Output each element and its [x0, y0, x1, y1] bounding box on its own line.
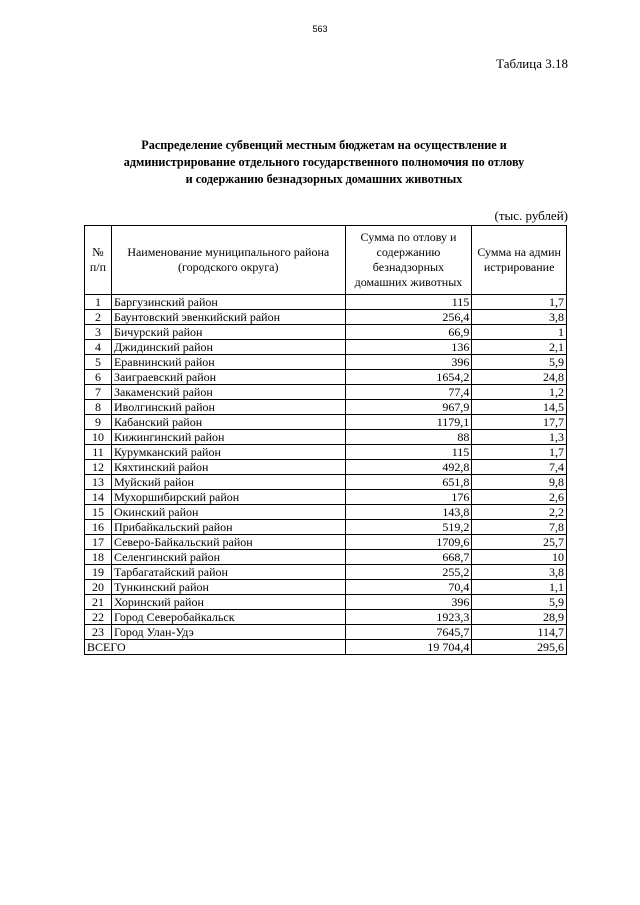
capture-amount-cell: 143,8	[345, 505, 472, 520]
subsidy-table	[84, 225, 567, 655]
table-row	[85, 385, 567, 400]
row-number-cell: 8	[85, 400, 112, 415]
title-line: администрирование отдельного государственного полномочия по отлову	[123, 155, 525, 169]
capture-amount-cell: 115	[345, 445, 472, 460]
header-capture: Сумма по отлову и содержанию безнадзорных домашних животных	[345, 226, 472, 295]
table-row	[85, 625, 567, 640]
admin-amount-cell: 114,7	[472, 625, 567, 640]
row-number-cell: 16	[85, 520, 112, 535]
table-row	[85, 565, 567, 580]
admin-amount-cell: 5,9	[472, 595, 567, 610]
table-row	[85, 475, 567, 490]
admin-amount-cell: 1	[472, 325, 567, 340]
capture-amount-cell: 70,4	[345, 580, 472, 595]
capture-amount-cell: 255,2	[345, 565, 472, 580]
admin-amount-cell: 14,5	[472, 400, 567, 415]
admin-amount-cell: 1,3	[472, 430, 567, 445]
table-row	[85, 505, 567, 520]
capture-amount-cell: 1179,1	[345, 415, 472, 430]
header-admin: Сумма на администрирование	[472, 226, 567, 295]
document-title	[80, 137, 568, 188]
total-admin: 295,6	[472, 640, 567, 655]
capture-amount-cell: 77,4	[345, 385, 472, 400]
page-number: 563	[312, 24, 328, 34]
table-row	[85, 580, 567, 595]
row-number-cell: 20	[85, 580, 112, 595]
row-number-cell: 9	[85, 415, 112, 430]
row-number-cell: 19	[85, 565, 112, 580]
table-row	[85, 460, 567, 475]
capture-amount-cell: 256,4	[345, 310, 472, 325]
table-row	[85, 610, 567, 625]
admin-amount-cell: 5,9	[472, 355, 567, 370]
district-name-cell: Окинский район	[111, 505, 345, 520]
capture-amount-cell: 7645,7	[345, 625, 472, 640]
capture-amount-cell: 651,8	[345, 475, 472, 490]
district-name-cell: Бичурский район	[111, 325, 345, 340]
admin-amount-cell: 7,8	[472, 520, 567, 535]
row-number-cell: 1	[85, 295, 112, 310]
row-number-cell: 4	[85, 340, 112, 355]
table-row	[85, 445, 567, 460]
row-number-cell: 21	[85, 595, 112, 610]
district-name-cell: Иволгинский район	[111, 400, 345, 415]
district-name-cell: Курумканский район	[111, 445, 345, 460]
capture-amount-cell: 492,8	[345, 460, 472, 475]
admin-amount-cell: 1,2	[472, 385, 567, 400]
title-line: Распределение субвенций местным бюджетам на осуществление и	[141, 138, 507, 152]
admin-amount-cell: 2,1	[472, 340, 567, 355]
capture-amount-cell: 115	[345, 295, 472, 310]
admin-amount-cell: 28,9	[472, 610, 567, 625]
table-row	[85, 325, 567, 340]
table-row	[85, 370, 567, 385]
district-name-cell: Заиграевский район	[111, 370, 345, 385]
header-name: Наименование муниципального района (городского округа)	[111, 226, 345, 295]
district-name-cell: Мухоршибирский район	[111, 490, 345, 505]
table-body	[85, 295, 567, 640]
admin-amount-cell: 3,8	[472, 565, 567, 580]
capture-amount-cell: 668,7	[345, 550, 472, 565]
title-line: и содержанию безнадзорных домашних животных	[185, 172, 463, 186]
district-name-cell: Кяхтинский район	[111, 460, 345, 475]
row-number-cell: 7	[85, 385, 112, 400]
header-num: № п/п	[85, 226, 112, 295]
capture-amount-cell: 66,9	[345, 325, 472, 340]
row-number-cell: 22	[85, 610, 112, 625]
row-number-cell: 15	[85, 505, 112, 520]
capture-amount-cell: 1923,3	[345, 610, 472, 625]
admin-amount-cell: 2,6	[472, 490, 567, 505]
row-number-cell: 5	[85, 355, 112, 370]
district-name-cell: Закаменский район	[111, 385, 345, 400]
row-number-cell: 3	[85, 325, 112, 340]
admin-amount-cell: 10	[472, 550, 567, 565]
capture-amount-cell: 396	[345, 355, 472, 370]
admin-amount-cell: 1,7	[472, 445, 567, 460]
district-name-cell: Еравнинский район	[111, 355, 345, 370]
district-name-cell: Тункинский район	[111, 580, 345, 595]
admin-amount-cell: 25,7	[472, 535, 567, 550]
capture-amount-cell: 1654,2	[345, 370, 472, 385]
admin-amount-cell: 3,8	[472, 310, 567, 325]
admin-amount-cell: 2,2	[472, 505, 567, 520]
total-row	[85, 640, 567, 655]
district-name-cell: Баунтовский эвенкийский район	[111, 310, 345, 325]
district-name-cell: Баргузинский район	[111, 295, 345, 310]
capture-amount-cell: 967,9	[345, 400, 472, 415]
table-row	[85, 520, 567, 535]
table-row	[85, 430, 567, 445]
admin-amount-cell: 17,7	[472, 415, 567, 430]
capture-amount-cell: 136	[345, 340, 472, 355]
row-number-cell: 12	[85, 460, 112, 475]
district-name-cell: Джидинский район	[111, 340, 345, 355]
capture-amount-cell: 1709,6	[345, 535, 472, 550]
row-number-cell: 6	[85, 370, 112, 385]
district-name-cell: Хоринский район	[111, 595, 345, 610]
district-name-cell: Селенгинский район	[111, 550, 345, 565]
table-row	[85, 550, 567, 565]
row-number-cell: 2	[85, 310, 112, 325]
table-row	[85, 490, 567, 505]
row-number-cell: 17	[85, 535, 112, 550]
capture-amount-cell: 396	[345, 595, 472, 610]
capture-amount-cell: 176	[345, 490, 472, 505]
admin-amount-cell: 1,1	[472, 580, 567, 595]
district-name-cell: Кабанский район	[111, 415, 345, 430]
district-name-cell: Муйский район	[111, 475, 345, 490]
admin-amount-cell: 24,8	[472, 370, 567, 385]
table-row	[85, 415, 567, 430]
capture-amount-cell: 88	[345, 430, 472, 445]
table-label: Таблица 3.18	[496, 56, 568, 71]
admin-amount-cell: 7,4	[472, 460, 567, 475]
district-name-cell: Прибайкальский район	[111, 520, 345, 535]
units-label: (тыс. рублей)	[494, 208, 568, 223]
district-name-cell: Город Улан-Удэ	[111, 625, 345, 640]
admin-amount-cell: 1,7	[472, 295, 567, 310]
district-name-cell: Северо-Байкальский район	[111, 535, 345, 550]
district-name-cell: Кижингинский район	[111, 430, 345, 445]
table-row	[85, 595, 567, 610]
table-row	[85, 400, 567, 415]
table-row	[85, 310, 567, 325]
district-name-cell: Тарбагатайский район	[111, 565, 345, 580]
admin-amount-cell: 9,8	[472, 475, 567, 490]
table-header-row	[85, 226, 567, 295]
total-capture: 19 704,4	[345, 640, 472, 655]
table-row	[85, 535, 567, 550]
row-number-cell: 10	[85, 430, 112, 445]
table-row	[85, 295, 567, 310]
row-number-cell: 18	[85, 550, 112, 565]
capture-amount-cell: 519,2	[345, 520, 472, 535]
table-row	[85, 355, 567, 370]
district-name-cell: Город Северобайкальск	[111, 610, 345, 625]
row-number-cell: 23	[85, 625, 112, 640]
total-label: ВСЕГО	[85, 640, 346, 655]
table-row	[85, 340, 567, 355]
row-number-cell: 14	[85, 490, 112, 505]
row-number-cell: 13	[85, 475, 112, 490]
row-number-cell: 11	[85, 445, 112, 460]
